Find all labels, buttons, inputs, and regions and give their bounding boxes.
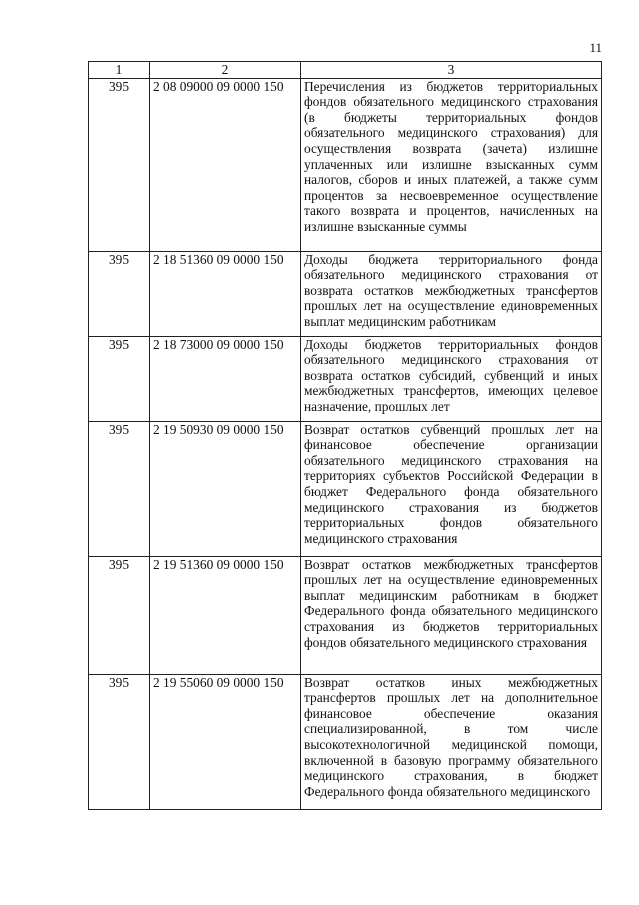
description-cell: Перечисления из бюджетов территориальных фондов обязательного медицинского страхования (в бюджеты территориальных фондов обязательного медицинского страхования) для осуществления возврата (зачета) излишне уплаченных или излишне взысканных сумм налогов, сборов и иных платежей, а также сумм процентов за несвоевременное осуществление такого возврата и процентов, начисленных на излишне взысканные суммы (301, 78, 602, 251)
admin-code-cell: 395 (89, 421, 150, 556)
column-header-2: 2 (150, 62, 301, 79)
table-row (89, 674, 602, 809)
description-cell: Возврат остатков субвенций прошлых лет на финансовое обеспечение организации обязательного медицинского страхования на территориях субъектов Российской Федерации в бюджет Федерального фонда обязательного медицинского страхования из бюджетов территориальных фондов обязательного медицинского страхования (301, 421, 602, 556)
table-row (89, 78, 602, 251)
table-row (89, 421, 602, 556)
admin-code-cell: 395 (89, 251, 150, 336)
table-header-row (89, 62, 602, 79)
column-header-3: 3 (301, 62, 602, 79)
admin-code-cell: 395 (89, 78, 150, 251)
page-number: 11 (589, 40, 602, 55)
budget-code-cell: 2 18 73000 09 0000 150 (150, 336, 301, 421)
budget-code-cell: 2 08 09000 09 0000 150 (150, 78, 301, 251)
table-row (89, 336, 602, 421)
table-row (89, 556, 602, 674)
budget-code-cell: 2 19 51360 09 0000 150 (150, 556, 301, 674)
budget-code-cell: 2 18 51360 09 0000 150 (150, 251, 301, 336)
table-row (89, 251, 602, 336)
admin-code-cell: 395 (89, 556, 150, 674)
description-cell: Доходы бюджета территориального фонда обязательного медицинского страхования от возврата остатков межбюджетных трансфертов прошлых лет на осуществление единовременных выплат медицинским работникам (301, 251, 602, 336)
budget-code-cell: 2 19 50930 09 0000 150 (150, 421, 301, 556)
budget-code-cell: 2 19 55060 09 0000 150 (150, 674, 301, 809)
description-cell: Возврат остатков межбюджетных трансфертов прошлых лет на осуществление единовременных выплат медицинским работникам в бюджет Федерального фонда обязательного медицинского страхования из бюджетов территориальных фондов обязательного медицинского страхования (301, 556, 602, 674)
description-cell: Доходы бюджетов территориальных фондов обязательного медицинского страхования от возврата остатков субсидий, субвенций и иных межбюджетных трансфертов, имеющих целевое назначение, прошлых лет (301, 336, 602, 421)
admin-code-cell: 395 (89, 336, 150, 421)
admin-code-cell: 395 (89, 674, 150, 809)
budget-codes-table (88, 61, 602, 810)
description-cell: Возврат остатков иных межбюджетных трансфертов прошлых лет на дополнительное финансовое обеспечение оказания специализированной, в том числе высокотехнологичной медицинской помощи, включенной в базовую программу обязательного медицинского страхования, в бюджет Федерального фонда обязательного медицинского (301, 674, 602, 809)
column-header-1: 1 (89, 62, 150, 79)
